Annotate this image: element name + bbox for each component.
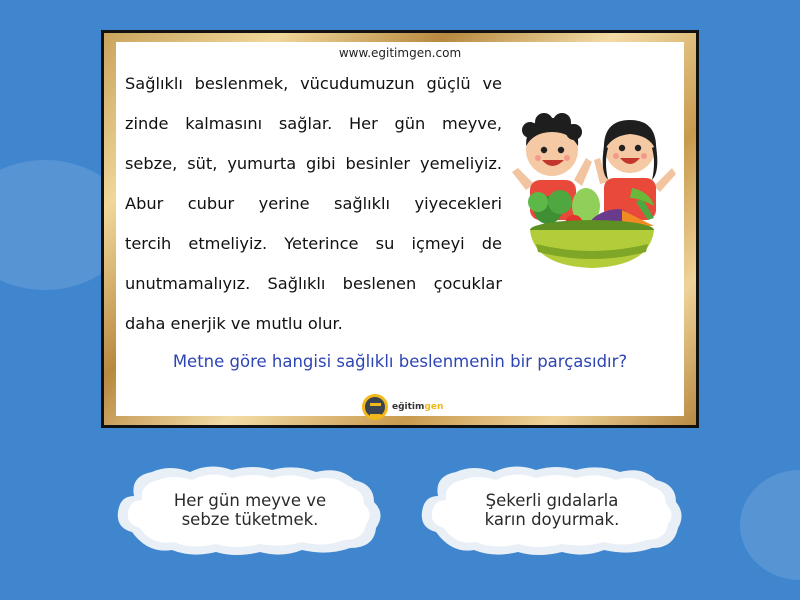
paragraph-line: tercih etmeliyiz. Yeterince su içmeyi de (125, 234, 502, 253)
card-content (116, 42, 684, 416)
brand-logo (362, 394, 443, 420)
paragraph-line: unutmamalıyız. Sağlıklı beslenen çocuklar (125, 274, 502, 293)
logo-brand-b: gen (424, 401, 444, 412)
card-gold-border (104, 33, 696, 425)
background-cloud-right (740, 470, 800, 580)
paragraph-line: zinde kalmasını sağlar. Her gün meyve, (125, 114, 502, 133)
question-card (101, 30, 699, 428)
paragraph-line: Sağlıklı beslenmek, vücudumuzun güçlü ve (125, 74, 502, 93)
logo-wordmark (392, 403, 443, 412)
answer-option-2-label: Şekerli gıdalarla karın doyurmak. (484, 490, 620, 529)
answer-option-1-label: Her gün meyve ve sebze tüketmek. (173, 490, 327, 529)
logo-brand-a: eğitim (392, 401, 425, 412)
logo-emblem-icon (362, 394, 388, 420)
website-label: www.egitimgen.com (338, 46, 462, 60)
paragraph-line: sebze, süt, yumurta gibi besinler yemeliyiz. (125, 154, 502, 173)
paragraph-line: Abur cubur yerine sağlıklı yiyecekleri (125, 194, 502, 213)
answer-option-2[interactable] (416, 462, 688, 558)
question-text: Metne göre hangisi sağlıklı beslenmenin bir parçasıdır? (172, 352, 628, 371)
kids-vegetable-bowl-illustration (504, 102, 684, 272)
girl-figure (594, 120, 676, 220)
paragraph-line: daha enerjik ve mutlu olur. (125, 314, 343, 333)
bowl (530, 220, 654, 268)
answer-option-1[interactable] (112, 462, 388, 558)
reading-paragraph (125, 64, 502, 344)
